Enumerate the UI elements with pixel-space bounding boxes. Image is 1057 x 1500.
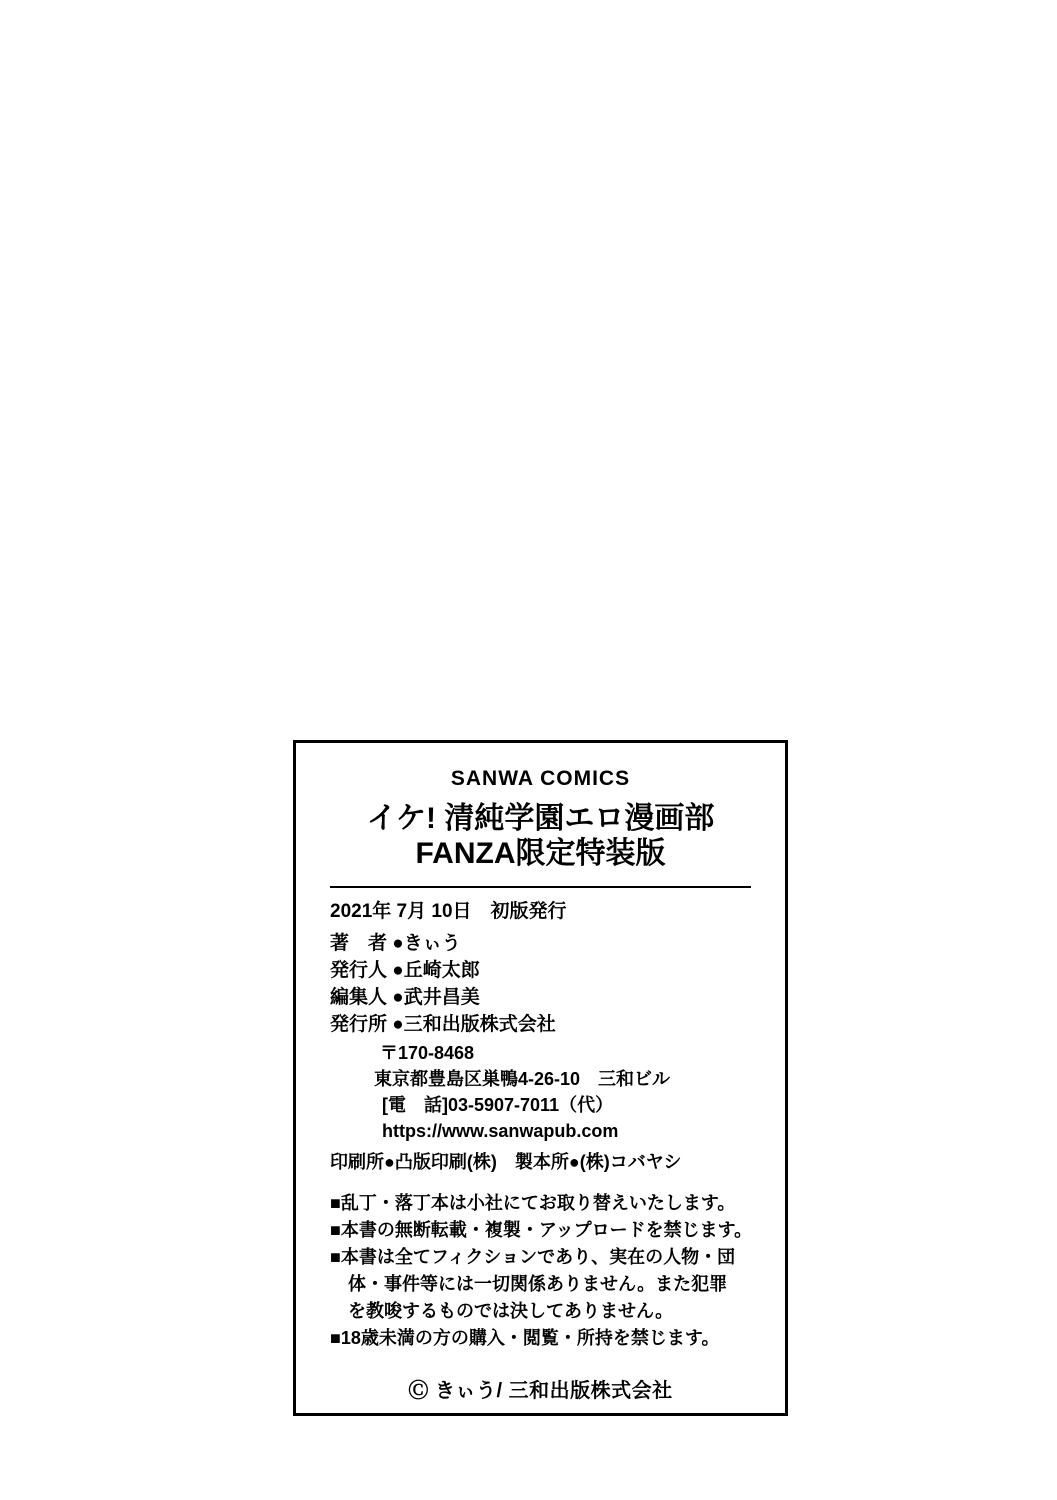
notice-reproduction-ban: ■本書の無断転載・複製・アップロードを禁じます。	[330, 1220, 753, 1241]
address-street: 東京都豊島区巣鴨4-26-10 三和ビル	[374, 1068, 671, 1089]
address-website: https://www.sanwapub.com	[382, 1120, 619, 1141]
credit-publisher-person: 発行人 ●丘崎太郎	[330, 959, 480, 981]
publisher-address	[330, 1040, 761, 1144]
printer-info: 印刷所●凸版印刷(株) 製本所●(株)コバヤシ	[330, 1152, 682, 1173]
book-title-line-2: FANZA限定特装版	[415, 837, 666, 871]
notice-fiction-line-3: を教唆するものでは決してありません。	[348, 1301, 674, 1322]
imprint-label: SANWA COMICS	[450, 767, 631, 790]
colophon-box	[293, 740, 788, 1416]
credit-editor: 編集人 ●武井昌美	[330, 986, 480, 1008]
book-title	[320, 801, 761, 878]
notice-defective-copies: ■乱丁・落丁本は小社にてお取り替えいたします。	[330, 1193, 736, 1214]
credit-author: 著 者 ●きぃう	[330, 932, 461, 954]
notices-list	[330, 1190, 761, 1352]
divider	[330, 886, 751, 888]
address-postal-code: 〒170-8468	[380, 1042, 475, 1063]
notice-age-restriction: ■18歳未満の方の購入・閲覧・所持を禁じます。	[330, 1328, 720, 1349]
notice-fiction-line-1: ■本書は全てフィクションであり、実在の人物・団	[330, 1247, 736, 1268]
address-phone: [電 話]03-5907-7011（代）	[382, 1094, 614, 1115]
book-title-line-1: イケ! 清純学園エロ漫画部	[366, 802, 715, 835]
notice-fiction-line-2: 体・事件等には一切関係ありません。また犯罪	[348, 1274, 728, 1295]
credit-publisher-company: 発行所 ●三和出版株式会社	[330, 1013, 556, 1035]
colophon-inner	[296, 743, 785, 1413]
credits-list	[330, 931, 761, 1039]
publication-date: 2021年 7月 10日 初版発行	[330, 900, 567, 922]
copyright-line: Ⓒ きぃう/ 三和出版株式会社	[408, 1380, 673, 1403]
